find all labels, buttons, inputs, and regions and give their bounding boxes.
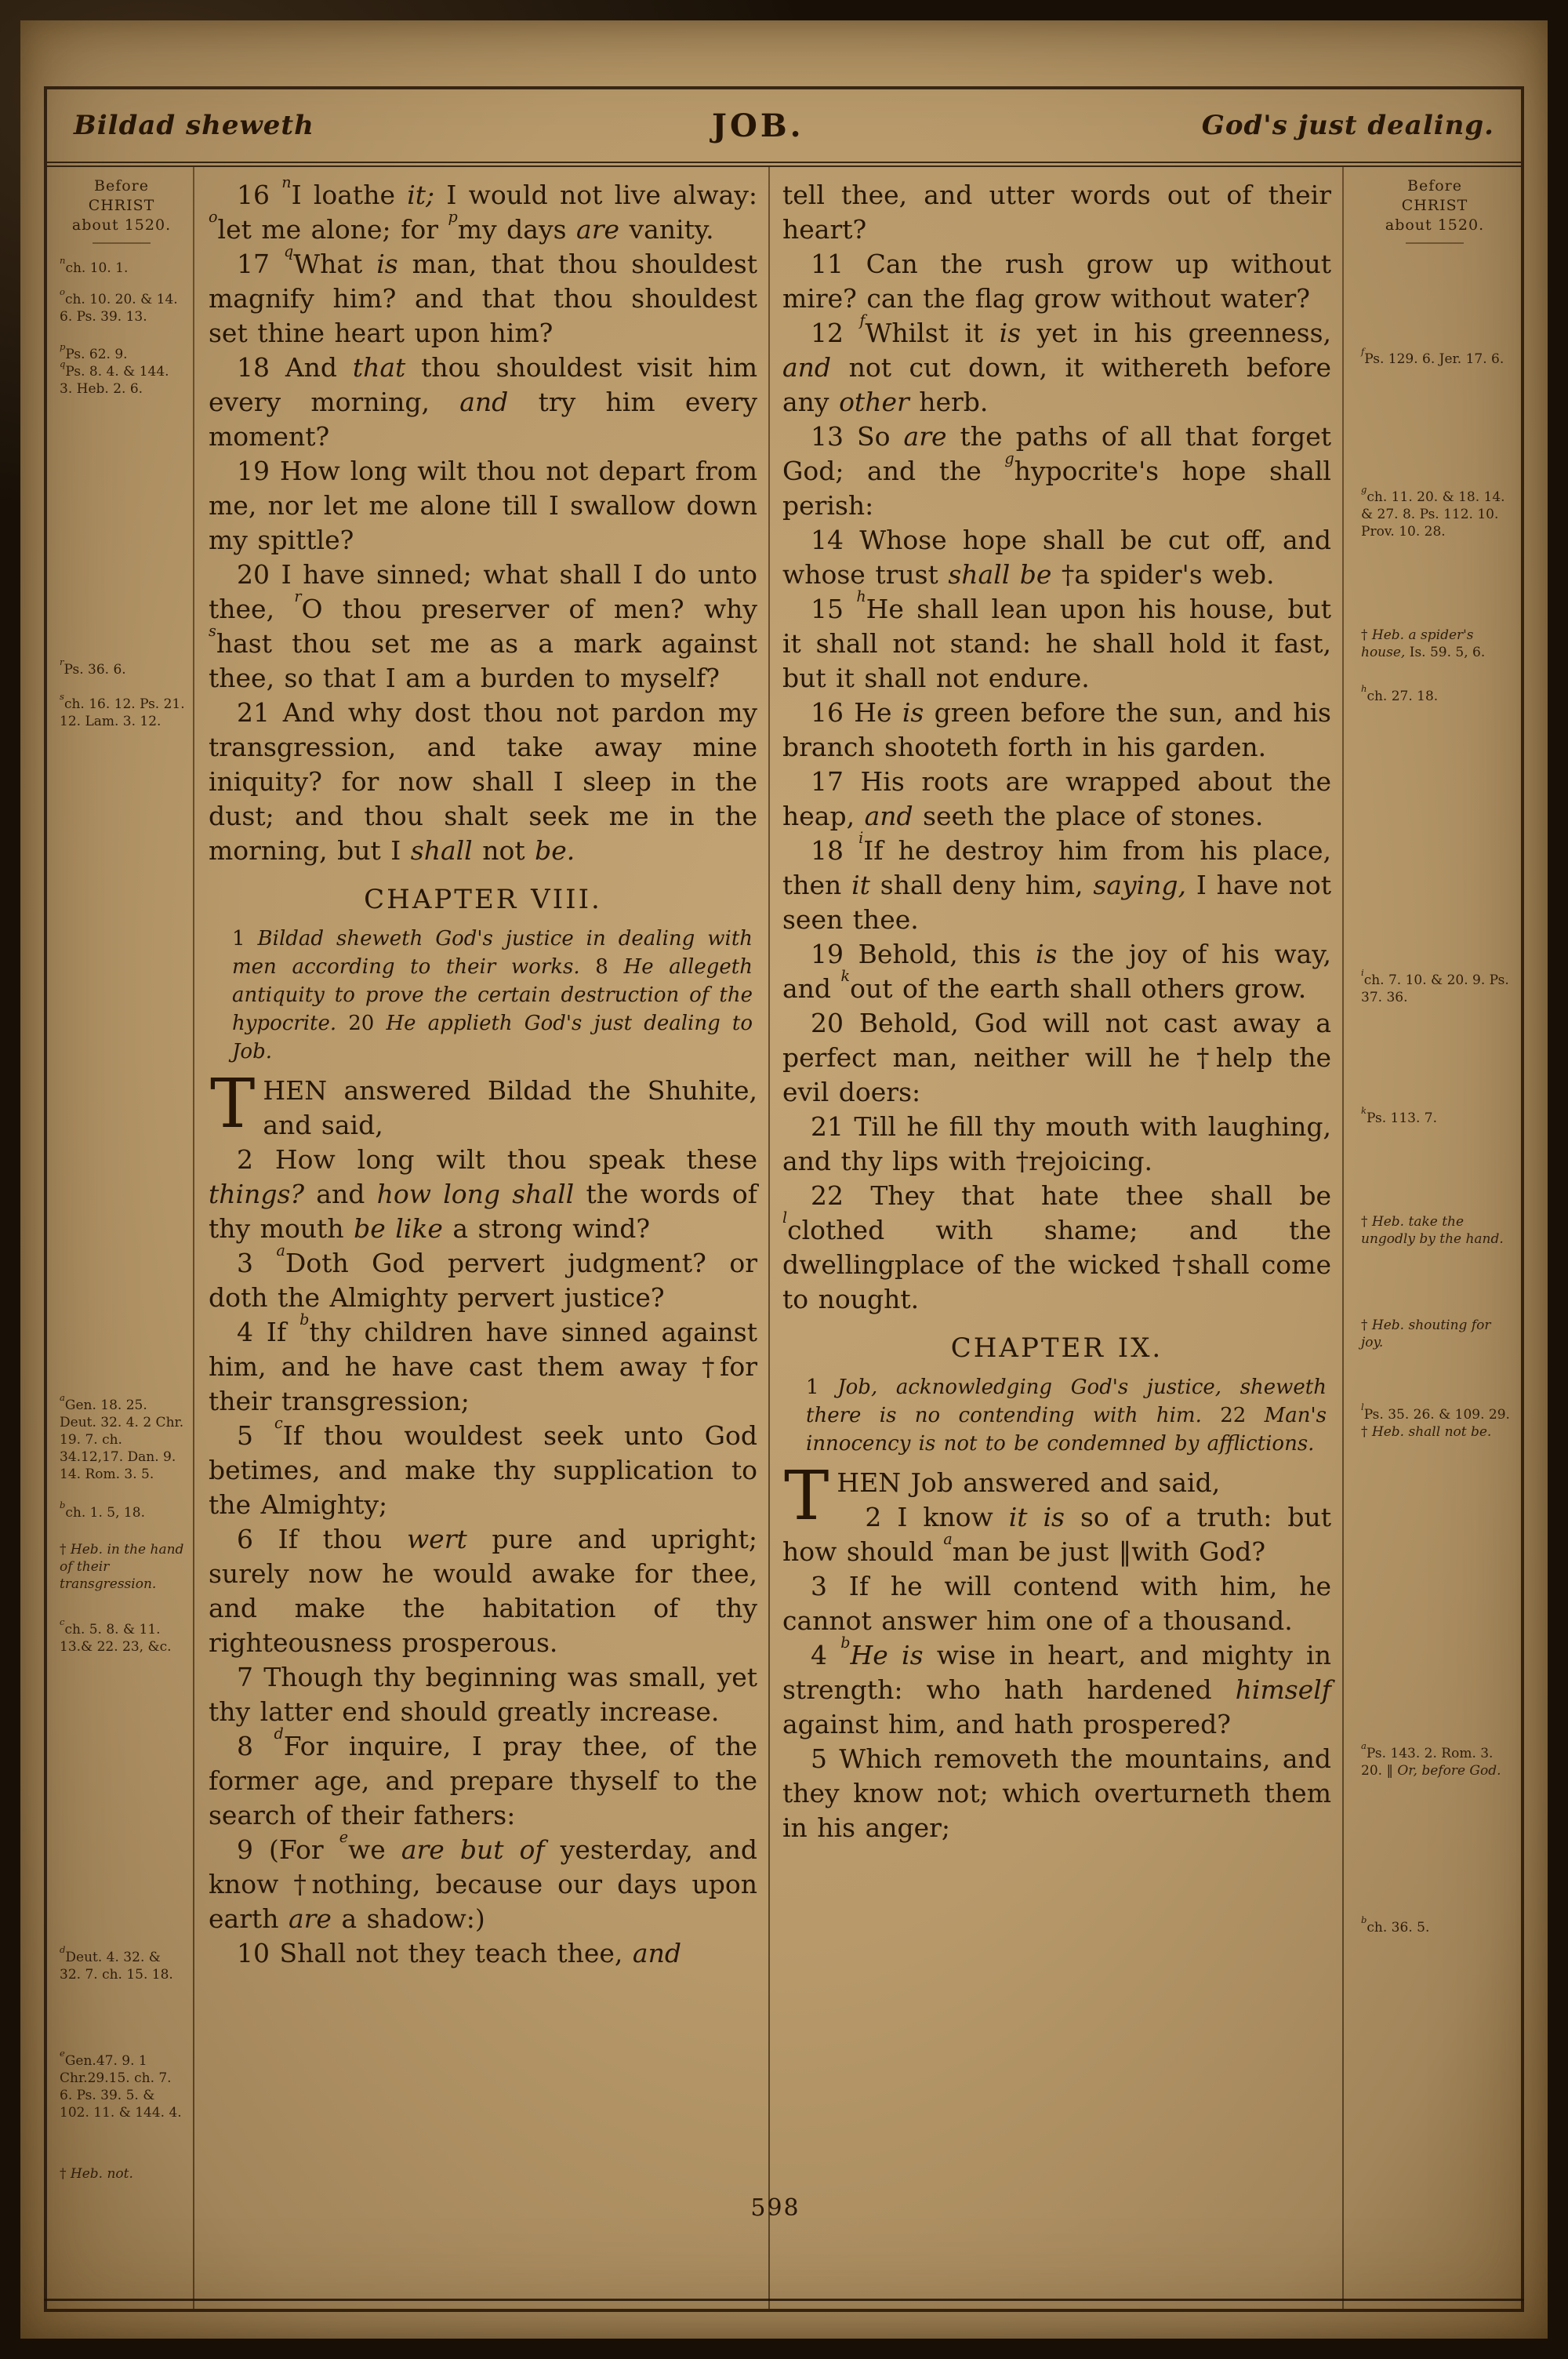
text-block: 20 I have sinned; what shall I do unto thee, $^r$O thou preserver of men? why $^s$hast thou set me as a mark against thee, so that I am a burden to myself? — [209, 559, 757, 693]
margin-note: † Heb. in the hand of their transgression. — [60, 1542, 184, 1592]
text-block: 20 Behold, God will not cast away a perfect man, neither will he †help the evil doers: — [782, 1008, 1331, 1107]
margin-note: $^d$Deut. 4. 32. & 32. 7. ch. 15. 18. — [60, 1944, 173, 1983]
text-block: 14 Whose hope shall be cut off, and whose trust shall be †a spider's web. — [782, 525, 1331, 590]
text-block: 12 $^f$Whilst it is yet in his greenness, and not cut down, it withereth before any other herb. — [782, 311, 1331, 417]
text-block: 7 Though thy beginning was small, yet thy latter end should greatly increase. — [209, 1662, 757, 1727]
text-block: 11 Can the rush grow up without mire? can the flag grow without water? — [782, 249, 1331, 314]
text-block: 5 Which removeth the mountains, and they know not; which overturneth them in his anger; — [782, 1743, 1331, 1843]
text-block: 10 Shall not they teach thee, and — [237, 1938, 681, 1968]
text-block: 16 $^n$I loathe it; I would not live alway: $^o$let me alone; for $^p$my days are vanity. — [209, 173, 758, 245]
margin-note: $^a$Ps. 143. 2. Rom. 3. 20. ‖ Or, before God. — [1361, 1740, 1501, 1779]
text-block: THEN answered Bildad the Shuhite, and said, — [210, 1065, 757, 1143]
running-head-right: God's just dealing. — [1201, 110, 1494, 141]
margin-note: † Heb. a spider's house, Is. 59. 5, 6. — [1361, 627, 1486, 660]
text-block: 17 $^q$What is man, that thou shouldest magnify him? and that thou shouldest set thine heart upon him? — [209, 242, 757, 348]
text-block: 19 How long wilt thou not depart from me, nor let me alone till I swallow down my spittle? — [209, 456, 757, 555]
book-page — [20, 20, 1548, 2339]
text-block: 1 Job, acknowledging God's justice, sheweth there is no contending with him. 22 Man's innocency is not to be condemned by afflictions. — [806, 1376, 1327, 1456]
text-block: 2 I know it is so of a truth: but how should $^a$man be just ‖with God? — [782, 1502, 1331, 1567]
text-block: 3 If he will contend with him, he cannot answer him one of a thousand. — [782, 1571, 1331, 1636]
before-christ-heading-left: Before CHRIST about 1520. — [71, 177, 172, 234]
margin-note: $^g$ch. 11. 20. & 18. 14. & 27. 8. Ps. 112. 10. Prov. 10. 28. — [1361, 484, 1505, 540]
margin-note: $^r$Ps. 36. 6. — [60, 656, 126, 678]
margin-note: $^b$ch. 1. 5, 18. — [60, 1499, 145, 1521]
margin-note: $^a$Gen. 18. 25. Deut. 32. 4. 2 Chr. 19. 7. ch. 34.12,17. Dan. 9. 14. Rom. 3. 5. — [60, 1392, 184, 1482]
text-block: 6 If thou wert pure and upright; surely now he would awake for thee, and make the habitation of thy righteousness prosperous. — [209, 1524, 757, 1658]
text-block: 15 $^h$He shall lean upon his house, but it shall not stand: he shall hold it fast, but it shall not endure. — [782, 587, 1331, 693]
margin-note: $^k$Ps. 113. 7. — [1361, 1105, 1437, 1126]
margin-note: $^q$Ps. 8. 4. & 144. 3. Heb. 2. 6. — [60, 358, 169, 397]
right-reference-column — [1356, 167, 1513, 2309]
left-reference-column — [55, 167, 188, 2309]
text-block: 18 $^i$If he destroy him from his place, then it shall deny him, saying, I have not seen thee. — [782, 829, 1332, 935]
text-block: CHAPTER IX. — [950, 1332, 1163, 1364]
margin-note: $^c$ch. 5. 8. & 11. 13.& 22. 23, &c. — [60, 1616, 172, 1655]
page-frame — [44, 86, 1524, 2312]
text-block: 19 Behold, this is the joy of his way, and $^k$out of the earth shall others grow. — [782, 939, 1331, 1004]
right-column-blocks — [782, 178, 1331, 1845]
page-number: 598 — [750, 2194, 800, 2222]
running-head-left: Bildad sheweth — [74, 110, 314, 141]
margin-note: $^o$ch. 10. 20. & 14. 6. Ps. 39. 13. — [60, 286, 178, 325]
text-block: 2 How long wilt thou speak these things? and how long shall the words of thy mouth be like a strong wind? — [209, 1144, 757, 1244]
text-block: 5 $^c$If thou wouldest seek unto God betimes, and make thy supplication to the Almighty; — [209, 1414, 757, 1520]
margin-note: $^n$ch. 10. 1. — [60, 255, 129, 276]
text-block: 13 So are the paths of all that forget God; and the $^g$hypocrite's hope shall perish: — [782, 421, 1331, 521]
left-column-blocks — [209, 173, 758, 1971]
text-block: 21 Till he fill thy mouth with laughing, and thy lips with †rejoicing. — [782, 1111, 1331, 1176]
before-christ-heading-right: Before CHRIST about 1520. — [1385, 177, 1485, 234]
text-block: 8 $^d$For inquire, I pray thee, of the former age, and prepare thyself to the search of their fathers: — [209, 1725, 757, 1830]
text-block: 18 And that thou shouldest visit him every morning, and try him every moment? — [209, 352, 758, 452]
text-block: 9 (For $^e$we are but of yesterday, and know †nothing, because our days upon earth are a shadow:) — [209, 1828, 757, 1934]
text-block: 17 His roots are wrapped about the heap, and seeth the place of stones. — [782, 766, 1331, 831]
running-head — [47, 89, 1521, 167]
heading-rule-right — [1406, 242, 1464, 244]
text-block: 3 $^a$Doth God pervert judgment? or doth the Almighty pervert justice? — [209, 1241, 757, 1313]
text-block: THEN Job answered and said, — [784, 1457, 1221, 1536]
text-block: 16 He is green before the sun, and his branch shooteth forth in his garden. — [782, 697, 1331, 762]
margin-note: $^f$Ps. 129. 6. Jer. 17. 6. — [1361, 346, 1504, 367]
margin-note: $^h$ch. 27. 18. — [1361, 683, 1439, 704]
bottom-rule — [44, 2299, 1524, 2301]
left-text-column — [209, 167, 757, 2309]
margin-note: † Heb. take the ungodly by the hand. — [1361, 1214, 1504, 1247]
margin-note: † Heb. shouting for joy. — [1361, 1318, 1491, 1350]
text-block: 1 Bildad sheweth God's justice in dealing with men according to their works. 8 He allegeth antiquity to prove the certain destruction of the hypocrite. 20 He applieth God's just dealing to Job. — [232, 927, 753, 1063]
page-content — [47, 167, 1521, 2309]
text-block: 22 They that hate thee shall be $^l$clothed with shame; and the dwellingplace of the wicked †shall come to nought. — [782, 1180, 1331, 1314]
margin-note: $^l$Ps. 35. 26. & 109. 29. † Heb. shall not be. — [1361, 1401, 1510, 1440]
column-rule-left — [193, 167, 194, 2309]
text-block: tell thee, and utter words out of their heart? — [782, 180, 1331, 245]
margin-note: $^p$Ps. 62. 9. — [60, 341, 128, 362]
text-block: 4 If $^b$thy children have sinned against him, and he have cast them away †for their transgression; — [209, 1310, 757, 1416]
text-block: 4 $^b$He is wise in heart, and mighty in strength: who hath hardened himself against him, and hath prospered? — [782, 1634, 1331, 1739]
right-text-column — [782, 167, 1331, 2309]
column-rule-right — [1342, 167, 1344, 2309]
margin-note: † Heb. not. — [60, 2166, 133, 2182]
book-title: JOB. — [712, 107, 804, 144]
margin-note: $^i$ch. 7. 10. & 20. 9. Ps. 37. 36. — [1361, 967, 1509, 1005]
text-block: CHAPTER VIII. — [364, 884, 602, 915]
heading-rule-left — [93, 242, 151, 244]
margin-note: $^e$Gen.47. 9. 1 Chr.29.15. ch. 7. 6. Ps. 39. 5. & 102. 11. & 144. 4. — [60, 2048, 182, 2121]
text-block: 21 And why dost thou not pardon my transgression, and take away mine iniquity? for now shall I sleep in the dust; and thou shalt seek me in the morning, but I shall not be. — [209, 697, 757, 866]
margin-note: $^b$ch. 36. 5. — [1361, 1914, 1430, 1936]
column-rule-center — [768, 167, 770, 2309]
margin-note: $^s$ch. 16. 12. Ps. 21. 12. Lam. 3. 12. — [60, 691, 185, 729]
